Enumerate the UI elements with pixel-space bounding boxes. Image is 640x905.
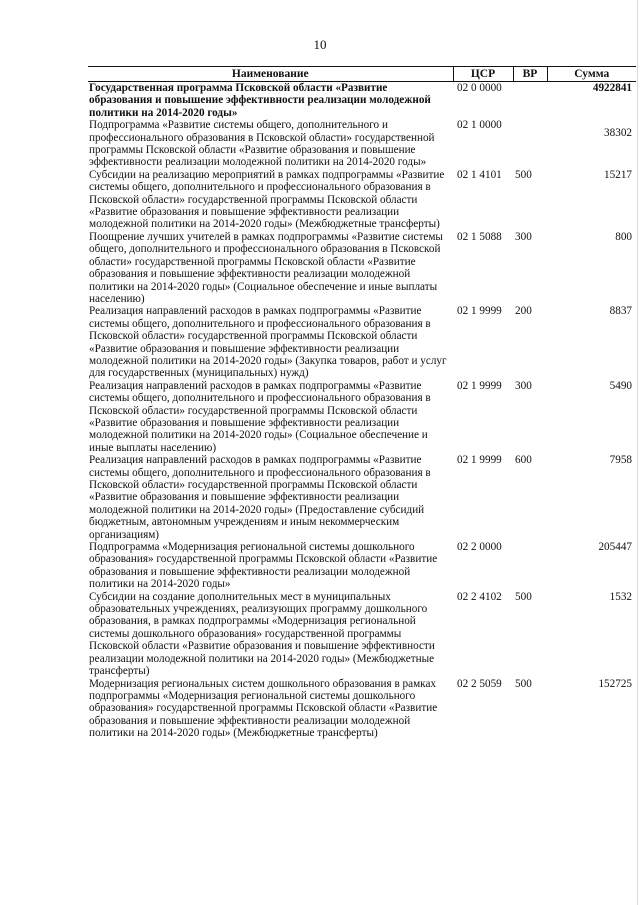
row-csr: 02 1 5088 [457, 230, 502, 243]
row-vr: 500 [515, 677, 532, 690]
row-name: Государственная программа Псковской области «Развитие образования и повышение эффективности реализации молодежной политики на 2014-2020 годы» [89, 82, 431, 119]
row-name: Модернизация региональных систем дошкольного образования в рамках подпрограммы «Модернизация региональной системы дошкольного образования» государственной программы Псковской области «Развитие образования и повышение эффективности реализации молодежной политики на 2014-2020 годы» (Межбюджетные трансферты) [89, 677, 438, 740]
row-name: Реализация направлений расходов в рамках подпрограммы «Развитие системы общего, дополнительного и профессионального образования в Псковской области» государственной программы Псковской области «Развитие образования и повышение эффективности реализации молодежной политики на 2014-2020 годы» (Предоставление субсидий бюджетным, автономным учреждениям и иным некоммерческим организациям) [89, 454, 431, 541]
budget-table [88, 66, 636, 740]
row-vr: 500 [515, 168, 532, 181]
header-csr: ЦСР [453, 67, 513, 82]
row-name: Подпрограмма «Модернизация региональной системы дошкольного образования» государственной программы Псковской области «Развитие образования и повышение эффективности реализации молодежной политики на 2014-2020 годы» [89, 541, 438, 591]
row-csr: 02 1 9999 [457, 454, 502, 467]
header-row [88, 67, 636, 82]
table-row [88, 169, 636, 231]
row-vr: 300 [515, 230, 532, 243]
row-name: Поощрение лучших учителей в рамках подпрограммы «Развитие системы общего, дополнительного и профессионального образования в Псковской области» государственной программы Псковской области «Развитие образования и повышение эффективности реализации молодежной политики на 2014-2020 годы» (Социальное обеспечение и иные выплаты населению) [89, 230, 443, 305]
table-row [88, 119, 636, 169]
row-csr: 02 2 0000 [457, 541, 502, 554]
row-sum: 5490 [609, 379, 632, 392]
table-row [88, 231, 636, 305]
header-sum: Сумма [547, 67, 636, 82]
row-vr: 600 [515, 454, 532, 467]
row-vr [513, 82, 547, 120]
page-number: 10 [313, 37, 327, 52]
row-name: Реализация направлений расходов в рамках подпрограммы «Развитие системы общего, дополнительного и профессионального образования в Псковской области» государственной программы Псковской области «Развитие образования и повышение эффективности реализации молодежной политики на 2014-2020 годы» (Социальное обеспечение и иные выплаты населению) [89, 379, 431, 454]
table-row [88, 82, 636, 120]
table-row [88, 454, 636, 541]
row-sum: 15217 [604, 168, 632, 181]
row-name: Субсидии на реализацию мероприятий в рамках подпрограммы «Развитие системы общего, дополнительного и профессионального образования в Псковской области» государственной программы Псковской области «Развитие образования и повышение эффективности реализации молодежной политики на 2014-2020 годы» (Межбюджетные трансферты) [89, 168, 445, 231]
row-vr [513, 119, 547, 169]
header-vr: ВР [513, 67, 547, 82]
header-name: Наименование [88, 67, 453, 82]
row-csr: 02 0 0000 [457, 82, 502, 94]
row-sum: 205447 [598, 541, 632, 554]
row-sum: 38302 [604, 127, 632, 140]
table-row [88, 380, 636, 454]
row-name: Субсидии на создание дополнительных мест в муниципальных образовательных учреждениях, реализующих программу дошкольного образования, в рамках подпрограммы «Модернизация региональной системы дошкольного образования» государственной программы Псковской области «Развитие образования и повышение эффективности реализации молодежной политики на 2014-2020 годы» (Межбюджетные трансферты) [89, 590, 435, 678]
scan-edge-line [637, 0, 638, 905]
row-csr: 02 2 4102 [457, 590, 502, 603]
row-sum: 800 [615, 230, 632, 243]
row-csr: 02 1 9999 [457, 305, 502, 318]
row-sum: 4922841 [592, 82, 632, 94]
row-sum: 7958 [609, 454, 632, 467]
row-name: Реализация направлений расходов в рамках подпрограммы «Развитие системы общего, дополнительного и профессионального образования в Псковской области» государственной программы Псковской области «Развитие образования и повышение эффективности реализации молодежной политики на 2014-2020 годы» (Закупка товаров, работ и услуг для государственных (муниципальных) нужд) [89, 305, 447, 380]
table-header [88, 67, 636, 82]
row-csr: 02 1 0000 [457, 119, 502, 132]
row-csr: 02 2 5059 [457, 677, 502, 690]
row-csr: 02 1 4101 [457, 168, 502, 181]
row-sum: 1532 [609, 590, 632, 603]
row-vr: 300 [515, 379, 532, 392]
row-vr: 200 [515, 305, 532, 318]
row-name: Подпрограмма «Развитие системы общего, дополнительного и профессионального образования в Псковской области» государственной программы Псковской области «Развитие образования и повышение эффективности реализации молодежной политики на 2014-2020 годы» [89, 119, 435, 169]
row-vr [513, 541, 547, 591]
table-row [88, 541, 636, 591]
row-sum: 152725 [598, 677, 632, 690]
table-row [88, 678, 636, 740]
table-row [88, 591, 636, 678]
table-row [88, 305, 636, 379]
table-body [88, 82, 636, 740]
row-vr: 500 [515, 590, 532, 603]
row-csr: 02 1 9999 [457, 379, 502, 392]
row-sum: 8837 [609, 305, 632, 318]
